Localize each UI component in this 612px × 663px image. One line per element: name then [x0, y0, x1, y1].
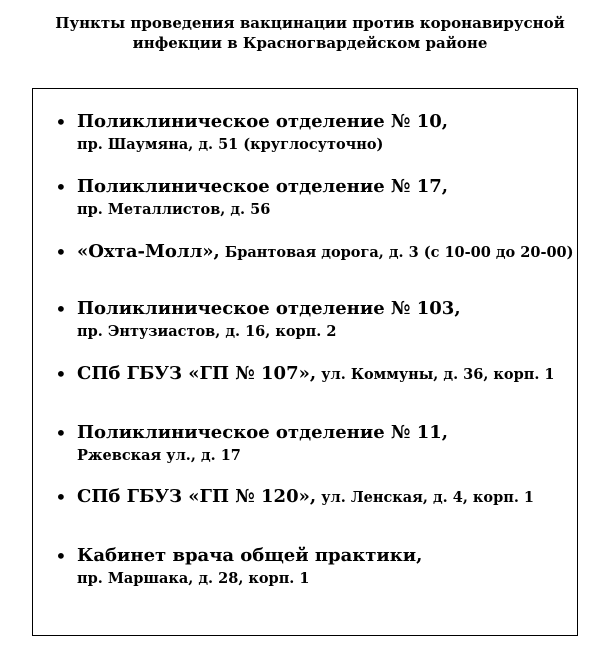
list-item [55, 109, 567, 155]
list-item [55, 174, 567, 220]
bullet-icon: • [55, 240, 67, 264]
item-address: Ржевская ул., д. 17 [77, 447, 241, 464]
item-name: Кабинет врача общей практики, [77, 545, 423, 566]
list-item [55, 484, 567, 511]
list-item [55, 239, 574, 266]
bullet-icon: • [55, 297, 67, 321]
item-name: «Охта-Молл», [77, 241, 220, 262]
item-address: пр. Металлистов, д. 56 [77, 201, 271, 218]
page-title-line-1: Пункты проведения вакцинации против коронавирусной [55, 14, 565, 32]
list-item [55, 361, 567, 388]
list-item [55, 543, 567, 589]
bullet-icon: • [55, 485, 67, 509]
item-address: пр. Шаумяна, д. 51 (круглосуточно) [77, 136, 384, 153]
item-address: ул. Ленская, д. 4, корп. 1 [321, 489, 535, 506]
item-name: Поликлиническое отделение № 17, [77, 176, 449, 197]
page-title [40, 13, 580, 53]
item-name: СПб ГБУЗ «ГП № 120», [77, 486, 317, 507]
item-name: СПб ГБУЗ «ГП № 107», [77, 363, 317, 384]
list-item [55, 296, 567, 342]
bullet-icon: • [55, 544, 67, 568]
bullet-icon: • [55, 110, 67, 134]
item-address: пр. Маршака, д. 28, корп. 1 [77, 570, 310, 587]
item-name: Поликлиническое отделение № 11, [77, 422, 449, 443]
item-address: пр. Энтузиастов, д. 16, корп. 2 [77, 323, 337, 340]
item-name: Поликлиническое отделение № 10, [77, 111, 449, 132]
item-name: Поликлиническое отделение № 103, [77, 298, 461, 319]
item-address: Брантовая дорога, д. 3 (с 10-00 до 20-00) [224, 244, 574, 261]
bullet-icon: • [55, 421, 67, 445]
page-title-line-2: инфекции в Красногвардейском районе [132, 34, 488, 52]
bullet-icon: • [55, 175, 67, 199]
vaccination-points-box [32, 88, 578, 636]
bullet-icon: • [55, 362, 67, 386]
list-item [55, 420, 567, 466]
item-address: ул. Коммуны, д. 36, корп. 1 [321, 366, 555, 383]
